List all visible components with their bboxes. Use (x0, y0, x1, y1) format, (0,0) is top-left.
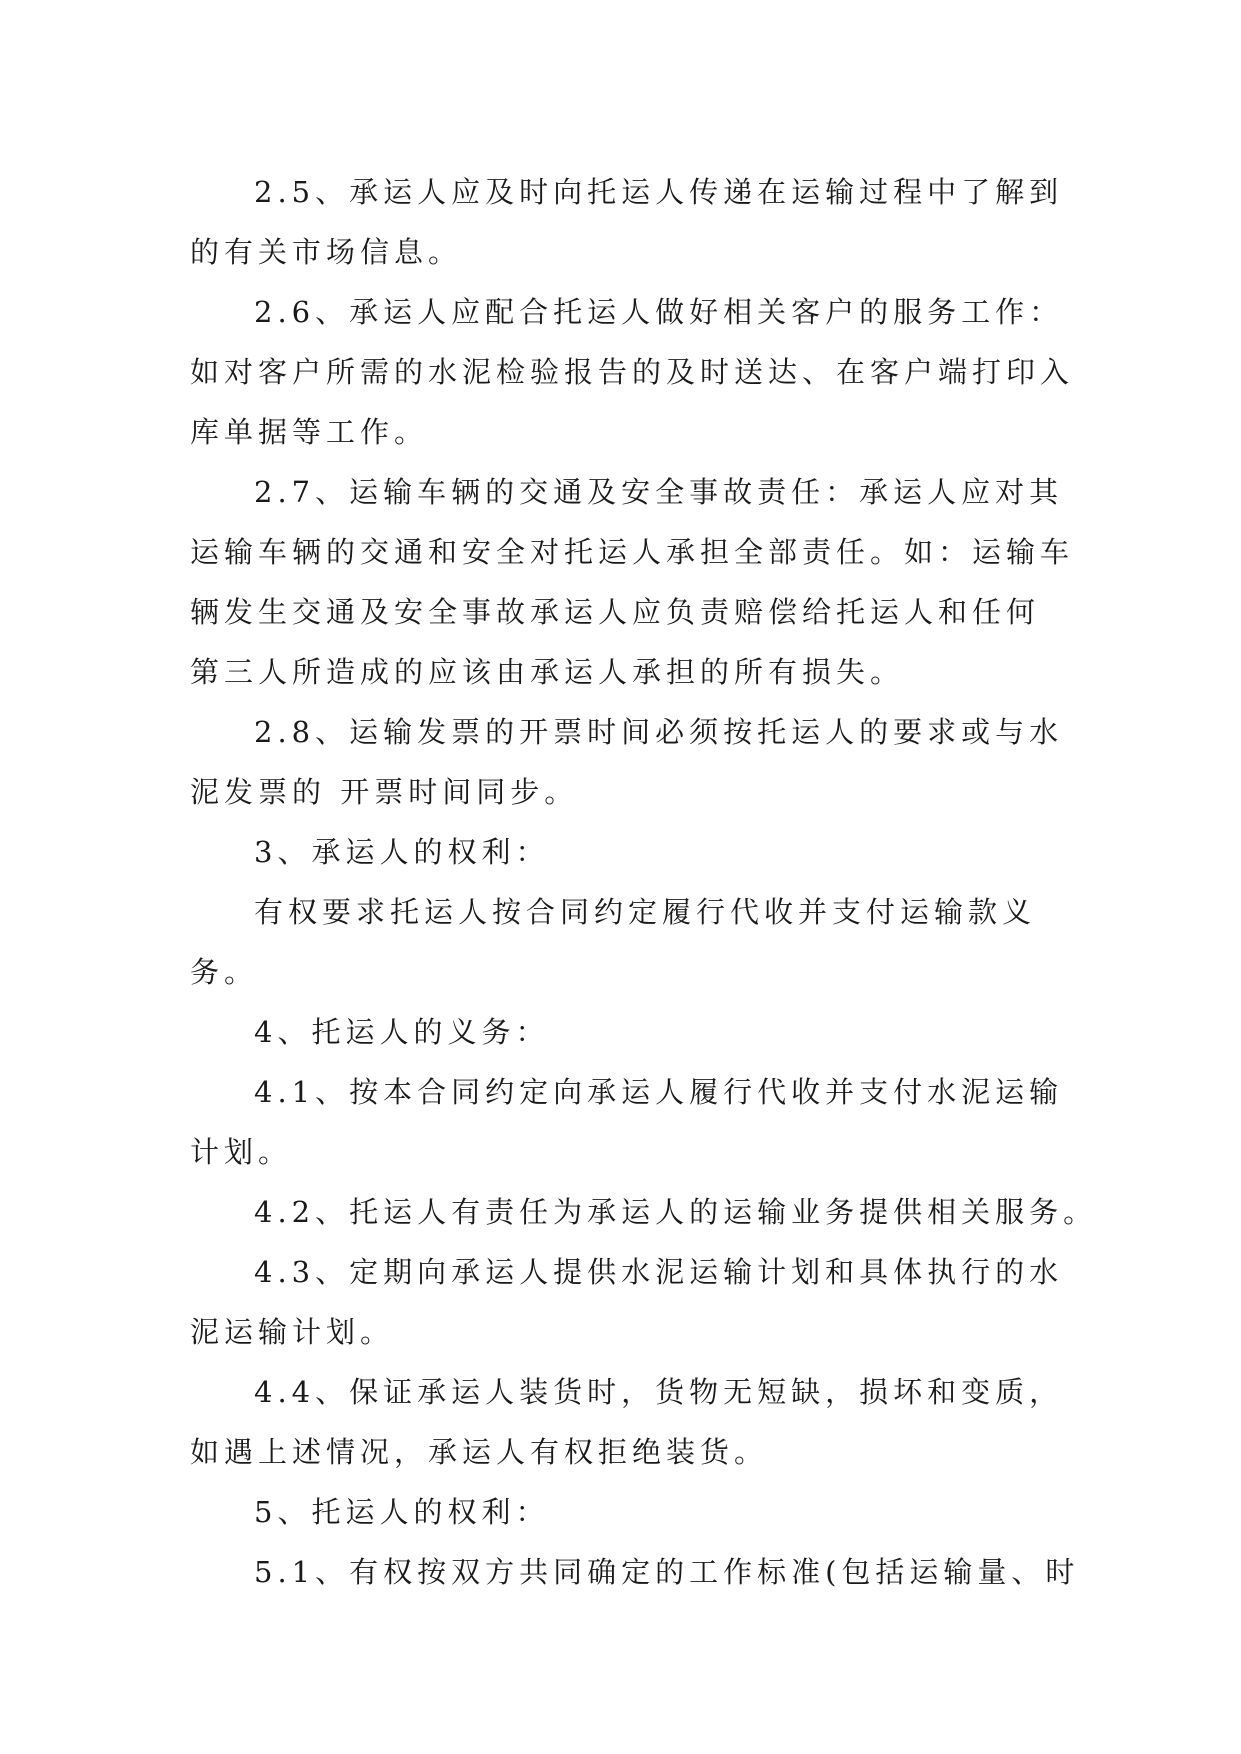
text-line: 务。 (190, 955, 259, 989)
text-line: 4.2、托运人有责任为承运人的运输业务提供相关服务。 (254, 1195, 1098, 1229)
text-line: 如遇上述情况，承运人有权拒绝装货。 (190, 1435, 769, 1469)
text-line: 5.1、有权按双方共同确定的工作标准(包括运输量、时 (254, 1555, 1080, 1589)
text-line: 泥发票的 开票时间同步。 (190, 775, 579, 809)
text-line: 如对客户所需的水泥检验报告的及时送达、在客户端打印入 (190, 355, 1075, 389)
text-line: 泥运输计划。 (190, 1315, 395, 1349)
text-line: 4.1、按本合同约定向承运人履行代收并支付水泥运输 (254, 1075, 1064, 1109)
text-line: 4.4、保证承运人装货时，货物无短缺，损坏和变质， (254, 1375, 1064, 1409)
section-heading: 3、承运人的权利： (254, 835, 550, 869)
section-heading: 5、托运人的权利： (254, 1495, 550, 1529)
text-line: 第三人所造成的应该由承运人承担的所有损失。 (190, 655, 905, 689)
text-line: 2.8、运输发票的开票时间必须按托运人的要求或与水 (254, 715, 1064, 749)
document-body (190, 162, 1098, 1602)
text-line: 2.7、运输车辆的交通及安全事故责任：承运人应对其 (254, 475, 1064, 509)
text-line: 4.3、定期向承运人提供水泥运输计划和具体执行的水 (254, 1255, 1064, 1289)
text-line: 有权要求托运人按合同约定履行代收并支付运输款义 (254, 895, 1037, 929)
text-line: 运输车辆的交通和安全对托运人承担全部责任。如：运输车 (190, 535, 1075, 569)
text-line: 的有关市场信息。 (190, 235, 463, 269)
text-line: 库单据等工作。 (190, 415, 429, 449)
text-line: 2.6、承运人应配合托运人做好相关客户的服务工作： (254, 295, 1064, 329)
section-heading: 4、托运人的义务： (254, 1015, 550, 1049)
text-line: 计划。 (190, 1135, 293, 1169)
text-line: 2.5、承运人应及时向托运人传递在运输过程中了解到 (254, 175, 1064, 209)
text-line: 辆发生交通及安全事故承运人应负责赔偿给托运人和任何 (190, 595, 1041, 629)
